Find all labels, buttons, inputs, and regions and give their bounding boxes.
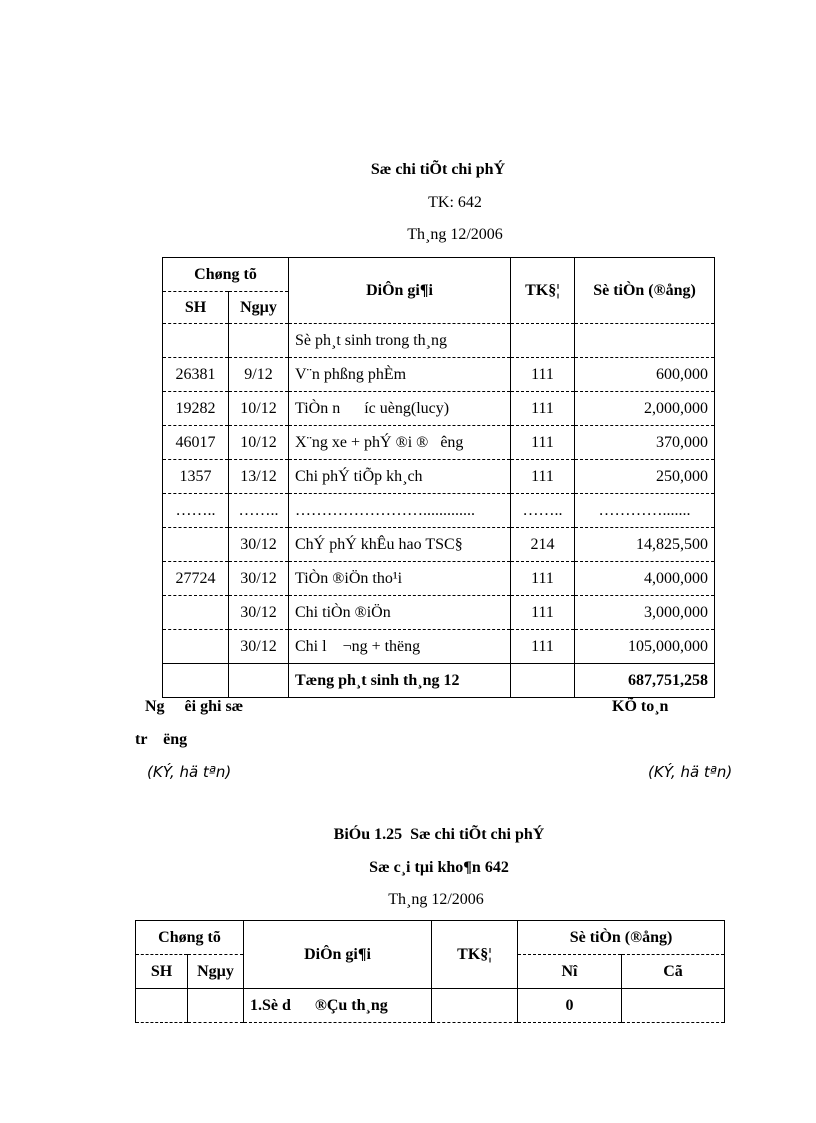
- row-date: 30/12: [229, 528, 289, 562]
- description-header-2: DiÔn gi¶i: [244, 921, 432, 989]
- row-sh: 46017: [163, 426, 229, 460]
- row-contra-account: [511, 324, 575, 358]
- row-date: 13/12: [229, 460, 289, 494]
- row-description: TiÒn n íc uèng(lucy): [289, 392, 511, 426]
- table-row: [136, 989, 725, 1023]
- sh-header: SH: [163, 292, 229, 324]
- row-description: Chi tiÒn ®iÖn: [289, 596, 511, 630]
- row-contra-account: 111: [511, 426, 575, 460]
- row-contra-account: 111: [511, 358, 575, 392]
- row-contra-account: 111: [511, 630, 575, 664]
- row-amount: 105,000,000: [575, 630, 715, 664]
- row-date: [229, 324, 289, 358]
- row-date: [188, 989, 244, 1023]
- row-date: 30/12: [229, 596, 289, 630]
- row-contra-account: 111: [511, 392, 575, 426]
- row-amount: 600,000: [575, 358, 715, 392]
- period-label: Th¸ng 12/2006: [407, 226, 503, 243]
- row-date: 30/12: [229, 562, 289, 596]
- row-sh: 19282: [163, 392, 229, 426]
- row-contra-account: 111: [511, 596, 575, 630]
- row-sh: [163, 596, 229, 630]
- table-row: [163, 630, 715, 664]
- row-description: Chi l ¬ng + thëng: [289, 630, 511, 664]
- credit-header: Cã: [622, 955, 725, 989]
- contra-account-header-2: TK§¦: [432, 921, 518, 989]
- table-row: [163, 358, 715, 392]
- row-amount: 14,825,500: [575, 528, 715, 562]
- table-row: [163, 426, 715, 460]
- row-contra-account: ……..: [511, 494, 575, 528]
- row-credit: [622, 989, 725, 1023]
- report-title: Sæ chi tiÕt chi phÝ: [370, 161, 506, 178]
- report2-subtitle: Sæ c¸i tµi kho¶n 642: [369, 859, 509, 876]
- date-header-2: Ngµy: [188, 955, 244, 989]
- table-row: [163, 392, 715, 426]
- total-date: [229, 664, 289, 698]
- row-sh: 27724: [163, 562, 229, 596]
- total-sh: [163, 664, 229, 698]
- row-description: X¨ng xe + phÝ ®i ® êng: [289, 426, 511, 460]
- row-amount: ………….......: [575, 494, 715, 528]
- row-sh: [136, 989, 188, 1023]
- row-debit: 0: [518, 989, 622, 1023]
- row-amount: 250,000: [575, 460, 715, 494]
- row-sh: [163, 630, 229, 664]
- row-sh: [163, 528, 229, 562]
- total-tk: [511, 664, 575, 698]
- total-amount: 687,751,258: [575, 664, 715, 698]
- row-sh: ……..: [163, 494, 229, 528]
- report2-period: Th¸ng 12/2006: [388, 891, 484, 908]
- row-date: ……..: [229, 494, 289, 528]
- date-header: Ngµy: [229, 292, 289, 324]
- row-description: TiÒn ®iÖn tho¹i: [289, 562, 511, 596]
- row-sh: 1357: [163, 460, 229, 494]
- table-row: [163, 562, 715, 596]
- table-row: [163, 494, 715, 528]
- contra-account-header: TK§¦: [511, 258, 575, 324]
- amount-header-2: Sè tiÒn (®ång): [518, 921, 725, 955]
- signature-right-note: (KÝ, hä tªn): [648, 763, 733, 781]
- row-contra-account: 111: [511, 562, 575, 596]
- row-description: ChÝ phÝ khÊu hao TSC§: [289, 528, 511, 562]
- description-header: DiÔn gi¶i: [289, 258, 511, 324]
- row-amount: 370,000: [575, 426, 715, 460]
- expense-detail-table: [162, 257, 715, 698]
- table-row: [163, 460, 715, 494]
- report2-title: BiÓu 1.25 Sæ chi tiÕt chi phÝ: [333, 826, 545, 843]
- row-description: Chi phÝ tiÕp kh¸ch: [289, 460, 511, 494]
- signature-left-note: (KÝ, hä tªn): [147, 763, 232, 781]
- table-row: [163, 596, 715, 630]
- row-contra-account: [432, 989, 518, 1023]
- row-contra-account: 214: [511, 528, 575, 562]
- voucher-header: Chøng tõ: [163, 258, 289, 292]
- row-description: …………………….............: [289, 494, 511, 528]
- row-description: 1.Sè d ®Çu th¸ng: [244, 989, 432, 1023]
- signature-left-title: Ng êi ghi sæ: [145, 698, 244, 715]
- row-date: 10/12: [229, 426, 289, 460]
- voucher-header-2: Chøng tõ: [136, 921, 244, 955]
- row-date: 30/12: [229, 630, 289, 664]
- row-amount: 4,000,000: [575, 562, 715, 596]
- row-contra-account: 111: [511, 460, 575, 494]
- row-date: 10/12: [229, 392, 289, 426]
- row-date: 9/12: [229, 358, 289, 392]
- row-sh: [163, 324, 229, 358]
- table-row: [163, 324, 715, 358]
- signature-left-title-2: tr ëng: [135, 731, 188, 748]
- row-amount: 3,000,000: [575, 596, 715, 630]
- signature-right-title: KÕ to¸n: [612, 698, 669, 715]
- account-label: TK: 642: [428, 194, 482, 211]
- sh-header-2: SH: [136, 955, 188, 989]
- ledger-table: [135, 920, 725, 1023]
- row-amount: [575, 324, 715, 358]
- row-description: V¨n phßng phÈm: [289, 358, 511, 392]
- amount-header: Sè tiÒn (®ång): [575, 258, 715, 324]
- total-label: Tæng ph¸t sinh th¸ng 12: [289, 664, 511, 698]
- row-description: Sè ph¸t sinh trong th¸ng: [289, 324, 511, 358]
- row-sh: 26381: [163, 358, 229, 392]
- row-amount: 2,000,000: [575, 392, 715, 426]
- debit-header: Nî: [518, 955, 622, 989]
- table-row: [163, 528, 715, 562]
